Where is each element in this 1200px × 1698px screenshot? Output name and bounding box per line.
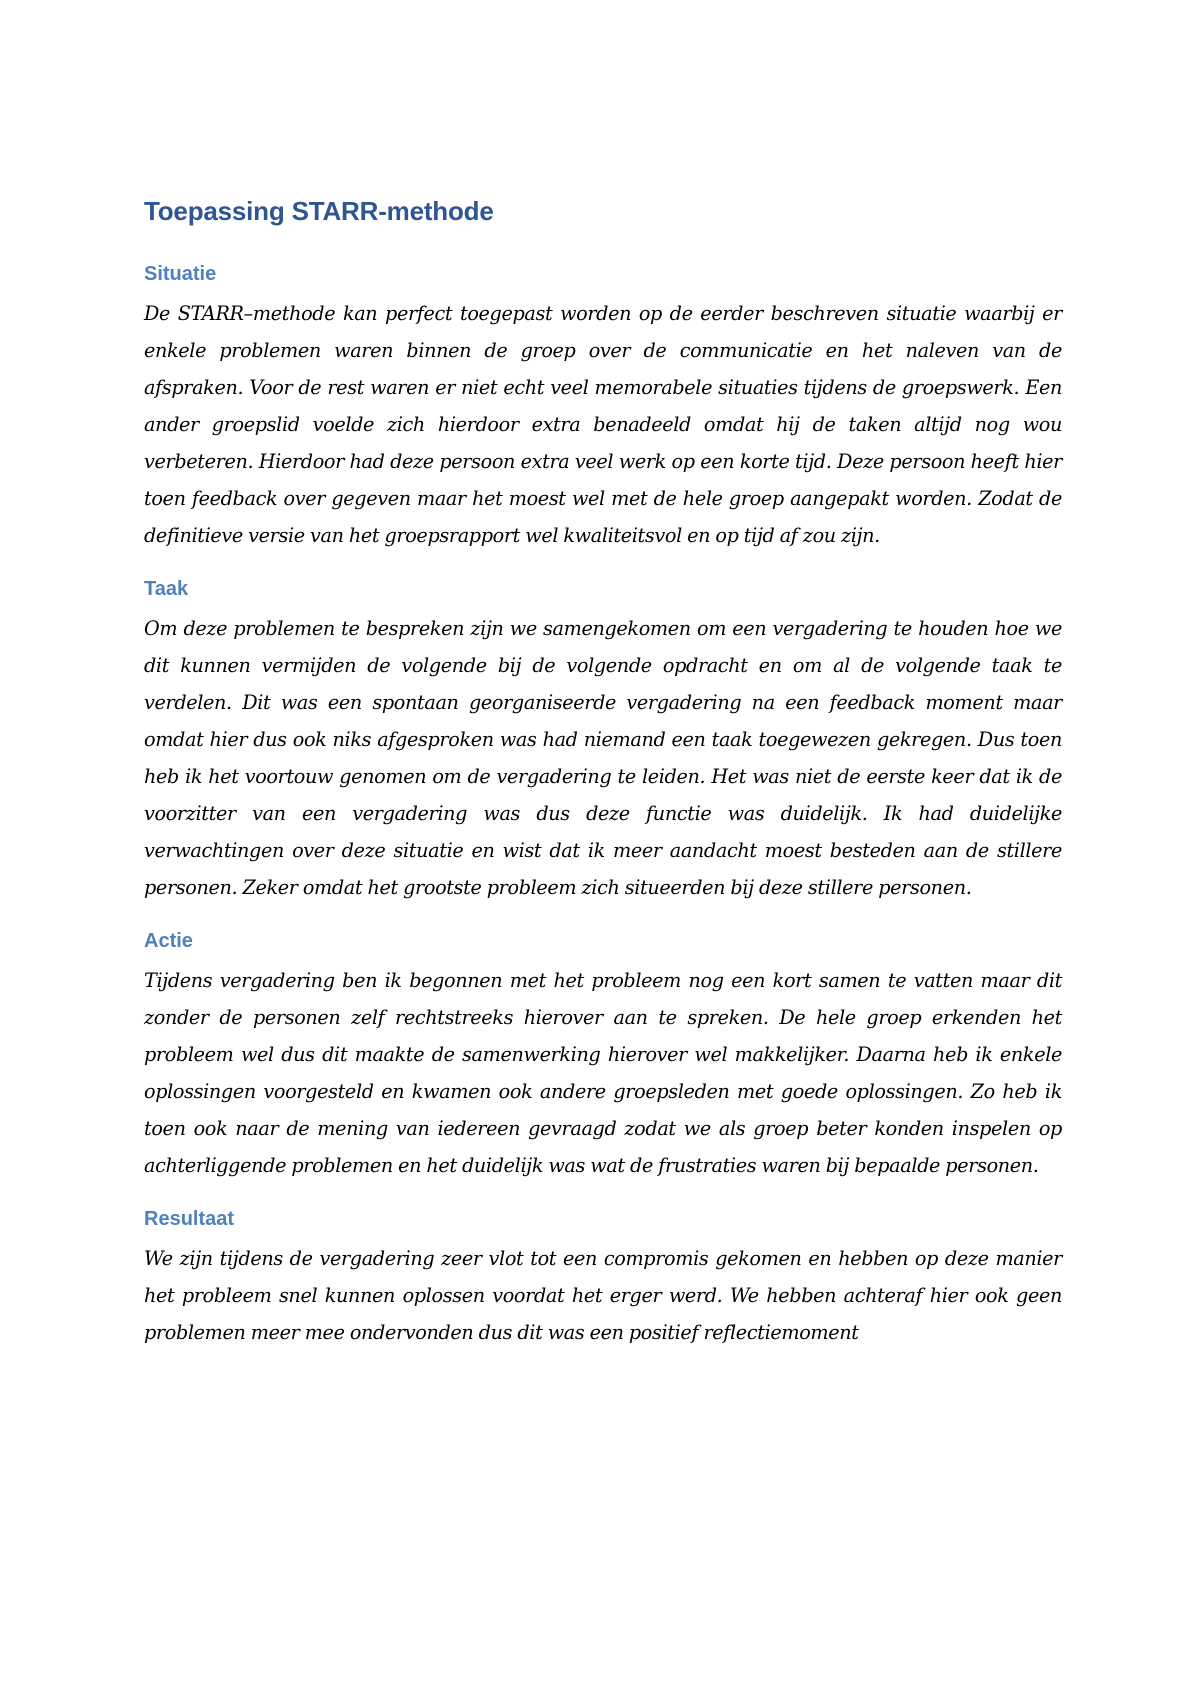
section-body-situatie: De STARR–methode kan perfect toegepast worden op de eerder beschreven situatie waarbij er enkele problemen waren binnen de groep over de communicatie en het naleven van de afspraken. Voor de rest waren er niet echt veel memorabele situaties tijdens de groepswerk. Een ander groepslid voelde zich hierdoor extra benadeeld omdat hij de taken altijd nog wou verbeteren. Hierdoor had deze persoon extra veel werk op een korte tijd. Deze persoon heeft hier toen feedback over gegeven maar het moest wel met de hele groep aangepakt worden. Zodat de definitieve versie van het groepsrapport wel kwaliteitsvol en op tijd af zou zijn. [144, 302, 1062, 547]
document-content [144, 191, 1062, 1371]
section-body-taak: Om deze problemen te bespreken zijn we samengekomen om een vergadering te houden hoe we dit kunnen vermijden de volgende bij de volgende opdracht en om al de volgende taak te verdelen. Dit was een spontaan georganiseerde vergadering na een feedback moment maar omdat hier dus ook niks afgesproken was had niemand een taak toegewezen gekregen. Dus toen heb ik het voortouw genomen om de vergadering te leiden. Het was niet de eerste keer dat ik de voorzitter van een vergadering was dus deze functie was duidelijk. Ik had duidelijke verwachtingen over deze situatie en wist dat ik meer aandacht moest besteden aan de stillere personen. Zeker omdat het grootste probleem zich situeerden bij deze stillere personen. [144, 617, 1062, 899]
section-body-actie: Tijdens vergadering ben ik begonnen met het probleem nog een kort samen te vatten maar dit zonder de personen zelf rechtstreeks hierover aan te spreken. De hele groep erkenden het probleem wel dus dit maakte de samenwerking hierover wel makkelijker. Daarna heb ik enkele oplossingen voorgesteld en kwamen ook andere groepsleden met goede oplossingen. Zo heb ik toen ook naar de mening van iedereen gevraagd zodat we als groep beter konden inspelen op achterliggende problemen en het duidelijk was wat de frustraties waren bij bepaalde personen. [144, 969, 1062, 1177]
section-taak [144, 574, 1062, 906]
section-heading-actie: Actie [144, 930, 193, 952]
section-heading-situatie: Situatie [144, 263, 217, 285]
section-actie [144, 926, 1062, 1184]
section-body-resultaat: We zijn tijdens de vergadering zeer vlot tot een compromis gekomen en hebben op deze manier het probleem snel kunnen oplossen voordat het erger werd. We hebben achteraf hier ook geen problemen meer mee ondervonden dus dit was een positief reflectiemoment [144, 1247, 1062, 1344]
section-situatie [144, 259, 1062, 554]
document-title: Toepassing STARR-methode [144, 196, 494, 226]
section-heading-resultaat: Resultaat [144, 1208, 235, 1230]
section-resultaat [144, 1204, 1062, 1351]
section-heading-taak: Taak [144, 578, 189, 600]
